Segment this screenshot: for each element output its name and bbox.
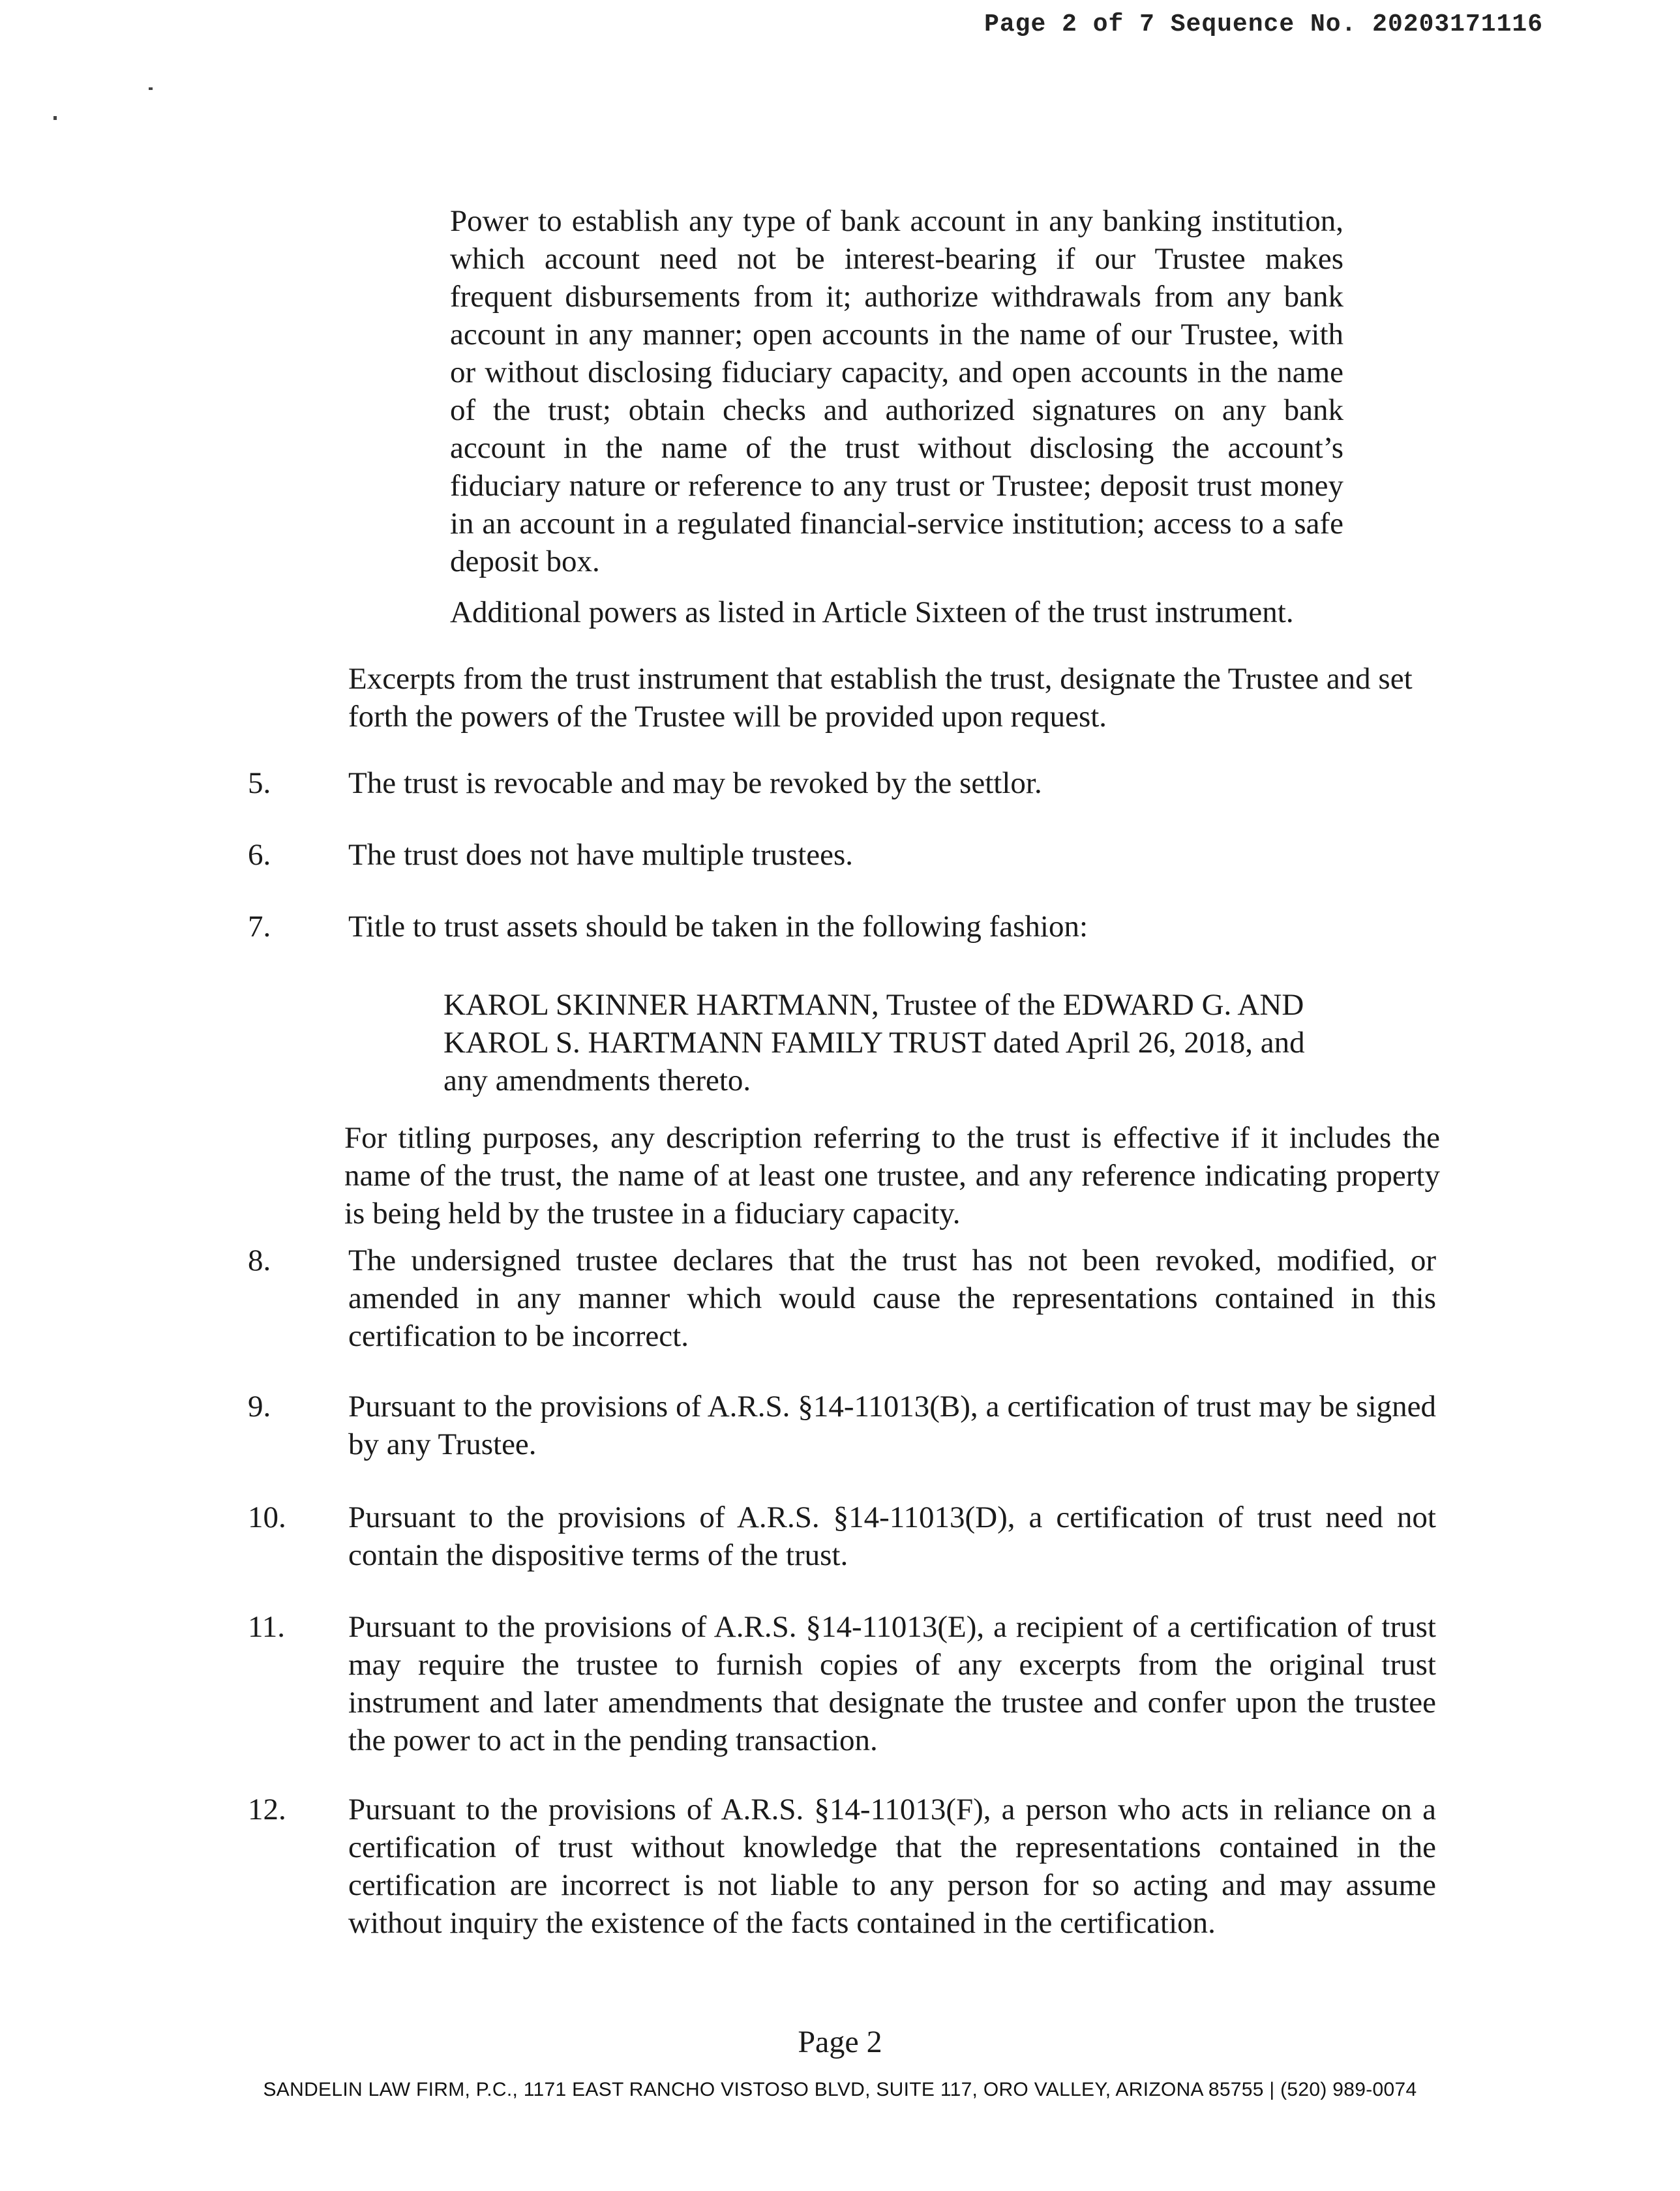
item-number: 10.	[248, 1500, 286, 1534]
item-number: 9.	[248, 1390, 271, 1423]
item-text: Pursuant to the provisions of A.R.S. §14-11013(F), a person who acts in reliance on a certification of trust without knowledge that the representations contained in the certification are incorrect is not liable to any person for so acting and may assume without inquiry the existence of the facts contained in the certification.	[348, 1793, 1436, 1940]
item-number: 11.	[248, 1610, 286, 1644]
item-number: 12.	[248, 1793, 286, 1826]
footer-page-number: Page 2	[798, 2025, 882, 2059]
additional-powers: Additional powers as listed in Article Sixteen of the trust instrument.	[450, 595, 1294, 629]
titling-note: For titling purposes, any description referring to the trust is effective if it includes the name of the trust, the name of at least one trustee, and any reference indicating property is being held by the trustee in a fiduciary capacity.	[344, 1121, 1440, 1230]
powers-block	[450, 202, 1343, 631]
item-text: The undersigned trustee declares that the trust has not been revoked, modified, or amended in any manner which would cause the representations contained in this certification to be incorrect.	[348, 1244, 1436, 1353]
item-text: Pursuant to the provisions of A.R.S. §14-11013(D), a certification of trust need not contain the dispositive terms of the trust.	[348, 1500, 1436, 1572]
page-sequence-stamp: Page 2 of 7 Sequence No. 20203171116	[984, 10, 1543, 38]
scan-speck	[53, 116, 57, 120]
item-text: Pursuant to the provisions of A.R.S. §14-11013(E), a recipient of a certification of trust may require the trustee to furnish copies of any excerpts from the original trust instrument and later amendments that designate the trustee and confer upon the trustee the power to act in the pending transaction.	[348, 1610, 1436, 1757]
footer-firm-address: SANDELIN LAW FIRM, P.C., 1171 EAST RANCHO VISTOSO BLVD, SUITE 117, ORO VALLEY, ARIZONA 85755 | (520) 989-0074	[263, 2079, 1417, 2100]
scan-speck	[149, 87, 153, 90]
item-text: Pursuant to the provisions of A.R.S. §14-11013(B), a certification of trust may be signed by any Trustee.	[348, 1390, 1436, 1461]
item-text: The trust does not have multiple trustees.	[348, 838, 854, 872]
title-designation: KAROL SKINNER HARTMANN, Trustee of the EDWARD G. AND KAROL S. HARTMANN FAMILY TRUST dated April 26, 2018, and any amendments thereto.	[443, 988, 1305, 1097]
item-text: Title to trust assets should be taken in the following fashion:	[348, 910, 1088, 944]
item-number: 7.	[248, 910, 271, 944]
excerpts-note: Excerpts from the trust instrument that establish the trust, designate the Trustee and set forth the powers of the Trustee will be provided upon request.	[348, 662, 1413, 734]
bank-powers-paragraph: Power to establish any type of bank account in any banking institution, which account need not be interest-bearing if our Trustee makes frequent disbursements from it; authorize withdrawals from any bank account in any manner; open accounts in the name of our Trustee, with or without disclosing fiduciary capacity, and open accounts in the name of the trust; obtain checks and authorized signatures on any bank account in the name of the trust without disclosing the account’s fiduciary nature or reference to any trust or Trustee; deposit trust money in an account in a regulated financial-service institution; access to a safe deposit box.	[450, 204, 1343, 578]
item-text: The trust is revocable and may be revoked by the settlor.	[348, 766, 1042, 800]
item-number: 6.	[248, 838, 271, 872]
item-number: 8.	[248, 1244, 271, 1277]
item-number: 5.	[248, 766, 271, 800]
